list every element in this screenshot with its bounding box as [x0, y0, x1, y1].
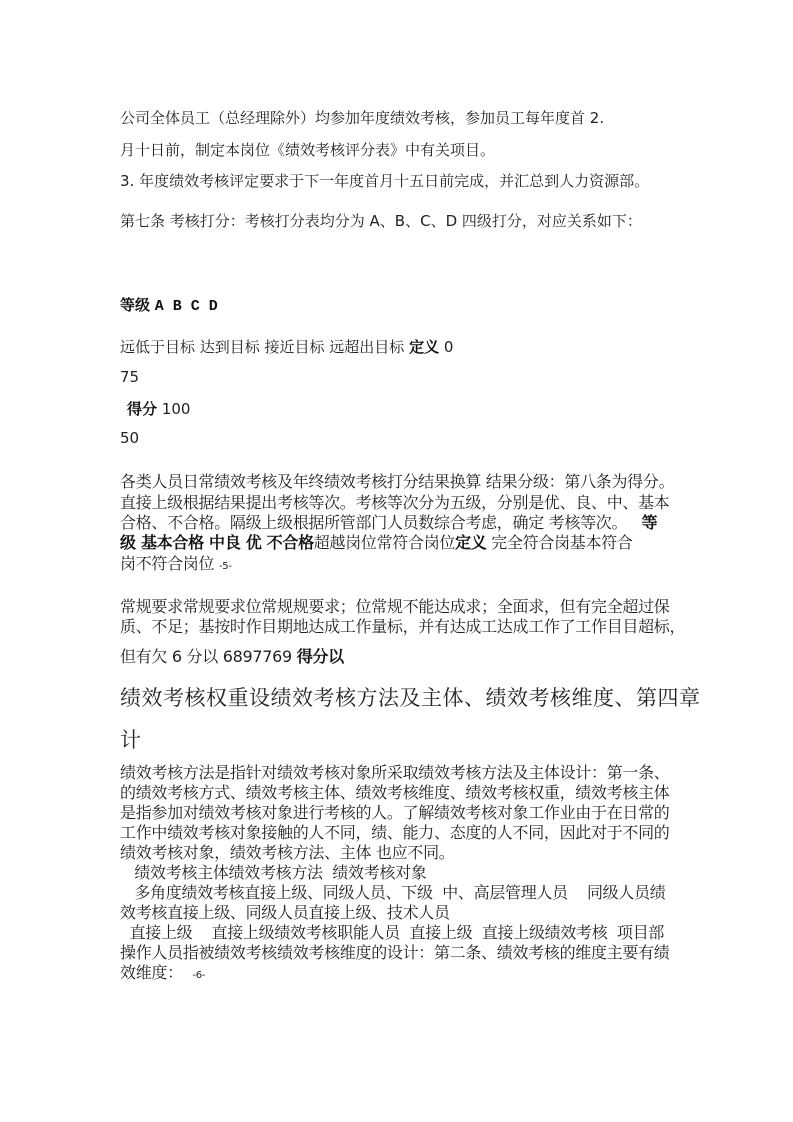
score-row — [127, 400, 190, 418]
text-line: 操作人员指被绩效考核绩效考核维度的设计：第二条、绩效考核的维度主要有绩 — [120, 943, 670, 962]
text-line — [120, 555, 232, 576]
section-heading: 绩效考核权重设绩效考核方法及主体、绩效考核维度、第四章 — [120, 686, 701, 710]
definition-label: 定义 — [409, 338, 440, 356]
text-line: 质、不足；基按时作目期地达成工作量标，并有达成工达成工作了工作目目超标， — [120, 617, 686, 636]
text-line: 常规要求常规要求位常规规要求；位常规不能达成求；全面求，但有完全超过保 — [120, 597, 670, 616]
text-line: 绩效考核方法是指针对绩效考核对象所采取绩效考核方法及主体设计：第一条、 — [120, 763, 670, 782]
bold-text: 得分以 — [296, 647, 344, 666]
page-number: -5- — [219, 561, 232, 572]
text-line — [120, 648, 344, 666]
text-line: 直接上级 直接上级绩效考核职能人员 直接上级 直接上级绩效考核 项目部 — [120, 923, 665, 942]
target-row — [120, 338, 453, 356]
text-line: 是指参加对绩效考核对象进行考核的人。了解绩效考核对象工作业由于在日常的 — [120, 803, 670, 822]
value: 0 — [443, 338, 454, 356]
text-line: 月十日前，制定本岗位《绩效考核评分表》中有关项目。 — [120, 141, 496, 159]
text-line: 多角度绩效考核直接上级、同级人员、下级 中、高层管理人员 同级人员绩 — [120, 883, 666, 902]
text-line: 直接上级根据结果提出考核等次。考核等次分为五级，分别是优、良、中、基本 — [120, 493, 670, 512]
grade-letters: A B C D — [154, 298, 218, 315]
text-line: 公司全体员工（总经理除外）均参加年度绩效考核，参加员工每年度首 2. — [120, 109, 605, 127]
value: 75 — [120, 368, 140, 386]
text-line: 第七条 考核打分：考核打分表均分为 A、B、C、D 四级打分，对应关系如下： — [120, 212, 642, 230]
text-line — [120, 514, 657, 532]
text: 完全符合岗基本符合 — [486, 533, 633, 552]
bold-text: 级 基本合格 中良 优 不合格 — [120, 533, 314, 552]
text-line: 工作中绩效考核对象接触的人不同，绩、能力、态度的人不同，因此对于不同的 — [120, 823, 670, 842]
text: 效维度： — [120, 963, 183, 982]
score-label: 得分 — [127, 400, 158, 418]
grade-row — [120, 296, 218, 316]
text-line: 3. 年度绩效考核评定要求于下一年度首月十五日前完成，并汇总到人力资源部。 — [120, 172, 650, 190]
targets: 远低于目标 达到目标 接近目标 远超出目标 — [120, 338, 410, 356]
page-number: -6- — [192, 970, 206, 981]
text: 岗不符合岗位 — [120, 554, 219, 573]
text: 超越岗位常符合岗位 — [313, 533, 456, 552]
text-line: 效考核直接上级、同级人员直接上级、技术人员 — [120, 903, 450, 922]
text-line — [120, 534, 633, 552]
bold-text: 定义 — [455, 533, 487, 552]
value: 50 — [120, 429, 140, 447]
bold-text: 等 — [641, 513, 658, 532]
text: 但有欠 6 分以 6897769 — [120, 647, 297, 666]
text: 合格、不合格。隔级上级根据所管部门人员数综合考虑，确定 考核等次。 — [120, 513, 628, 532]
text-line: 的绩效考核方式、绩效考核主体、绩效考核维度、绩效考核权重，绩效考核主体 — [120, 783, 670, 802]
grade-label: 等级 — [120, 296, 151, 314]
text-line — [120, 964, 205, 985]
value: 100 — [161, 400, 191, 418]
section-heading: 计 — [120, 728, 142, 752]
text-line: 各类人员日常绩效考核及年终绩效考核打分结果换算 结果分级：第八条为得分。 — [120, 472, 675, 491]
text-line: 绩效考核对象，绩效考核方法、主体 也应不同。 — [120, 843, 455, 862]
text-line: 绩效考核主体绩效考核方法 绩效考核对象 — [120, 863, 427, 882]
